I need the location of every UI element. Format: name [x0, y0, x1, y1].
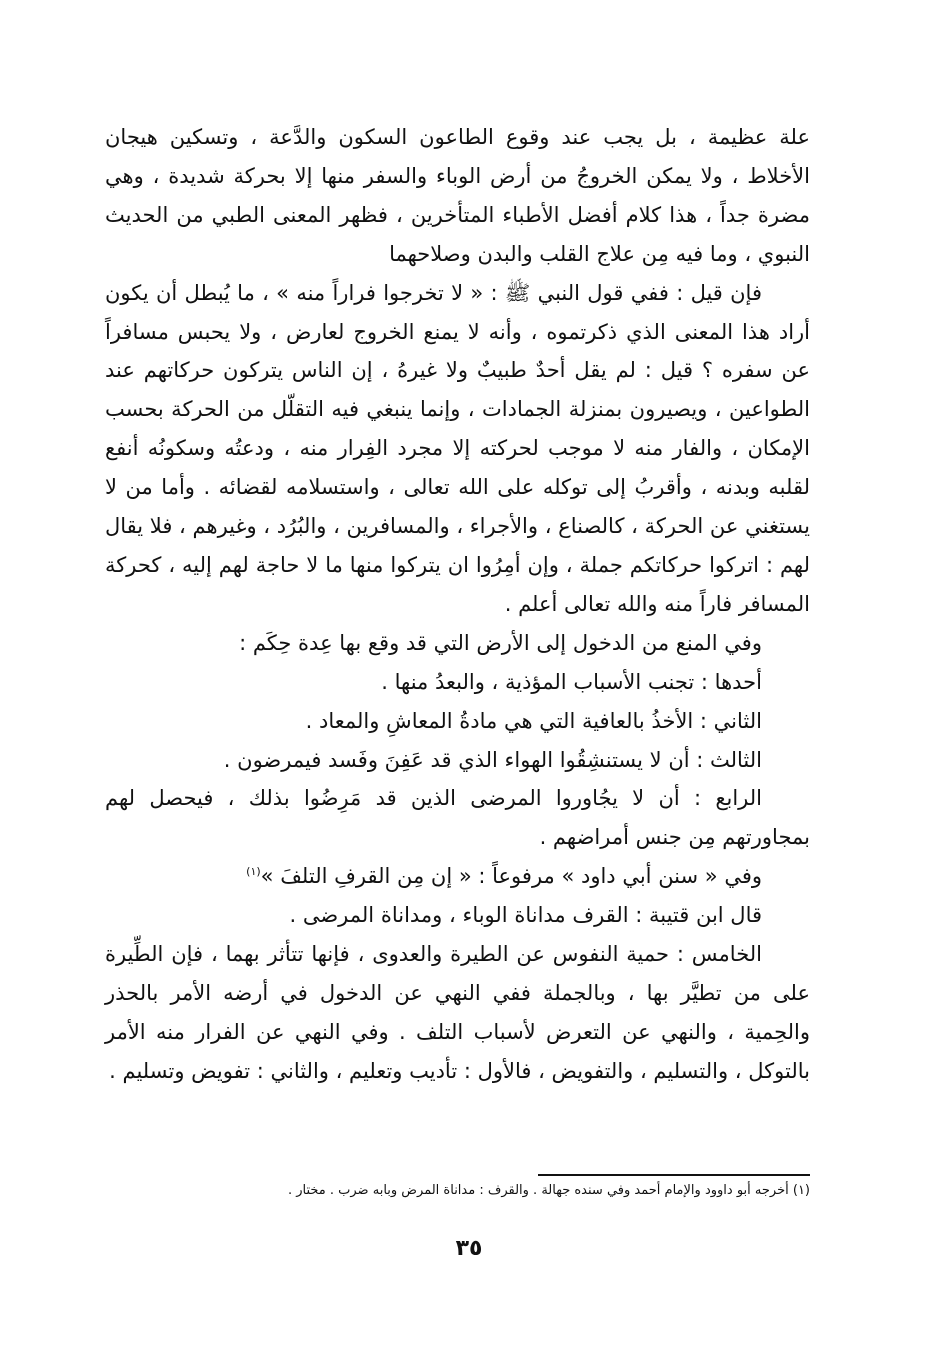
ibn-qutayba-line: قال ابن قتيبة : القرف مداناة الوباء ، ومداناة المرضى .: [289, 903, 762, 928]
page-number: ٣٥: [455, 1236, 483, 1261]
list-item-third: الثالث : أن لا يستنشِقُوا الهواء الذي قد عَفِنَ وفَسد فيمرضون .: [223, 747, 762, 772]
hadith-text: وفي « سنن أبي داود » مرفوعاً : « إن مِن القرفِ التلفَ »: [260, 864, 762, 889]
list-item-fifth: الخامس : حمية النفوس عن الطيرة والعدوى ، فإنها تتأثر بهما ، فإن الطِّيرة على من تطيَّر بها ، وبالجملة ففي النهي عن الدخول في أرضه الأمر بالحذر والحِمية ، والنهي عن التعرض لأسباب التلف . وفي النهي عن الفرار منه الأمر بالتوكل ، والتسليم ، والتفويض ، فالأول : تأديب وتعليم ، والثاني : تفويض وتسليم .: [105, 942, 810, 1083]
hadith-line: [105, 857, 810, 896]
footnote-divider: [538, 1174, 810, 1176]
footnote: (١) أخرجه أبو داوود والإمام أحمد وفي سنده جهالة . والقرف : مداناة المرض وبابه ضرب . مختار .: [287, 1183, 810, 1198]
list-intro: وفي المنع من الدخول إلى الأرض التي قد وقع بها عِدة حِكَم :: [239, 630, 762, 655]
paragraph-plague-stillness: علة عظيمة ، بل يجب عند وقوع الطاعون السكون والدَّعة ، وتسكين هيجان الأخلاط ، ولا يمكن الخروجُ من أرض الوباء والسفر منها إلا بحركة شديدة ، وهي مضرة جداً ، هذا كلام أفضل الأطباء المتأخرين ، فظهر المعنى الطبي من الحديث النبوي ، وما فيه مِن علاج القلب والبدن وصلاحهما: [105, 125, 810, 266]
main-text: [105, 118, 810, 1091]
footnote-marker: (١): [246, 865, 261, 879]
list-item-second: الثاني : الأخذُ بالعافية التي هي مادةُ المعاشِ والمعاد .: [305, 708, 762, 733]
paragraph-objection-answer: فإن قيل : ففي قول النبي ﷺ : « لا تخرجوا فراراً منه » ، ما يُبطل أن يكون أراد هذا المعنى الذي ذكرتموه ، وأنه لا يمنع الخروج لعارض ، ولا يحبس مسافراً عن سفره ؟ قيل : لم يقل أحدٌ طبيبٌ ولا غيرهُ ، إن الناس يتركون حركاتهم عند الطواعين ، ويصيرون بمنزلة الجمادات ، وإنما ينبغي فيه التقلّل من الحركة بحسب الإمكان ، والفار منه لا موجب لحركته إلا مجرد الفِرار منه ، ودعتُه وسكونُه أنفع لقلبه وبدنه ، وأقربُ إلى توكله على الله تعالى ، واستسلامه لقضائه . وأما من لا يستغني عن الحركة ، كالصناع ، والأجراء ، والمسافرين ، والبُرُد ، وغيرهم ، فلا يقال لهم : اتركوا حركاتكم جملة ، وإن أمِرُوا ان يتركوا منها ما لا حاجة لهم إليه ، كحركة المسافر فاراً منه والله تعالى أعلم .: [105, 280, 810, 616]
list-item-fourth: الرابع : أن لا يجُاوروا المرضى الذين قد مَرِضُوا بذلك ، فيحصل لهم بمجاورتهم مِن جنس أمراضهم .: [105, 786, 810, 850]
list-item-first: أحدها : تجنب الأسباب المؤذية ، والبعدُ منها .: [381, 669, 762, 694]
